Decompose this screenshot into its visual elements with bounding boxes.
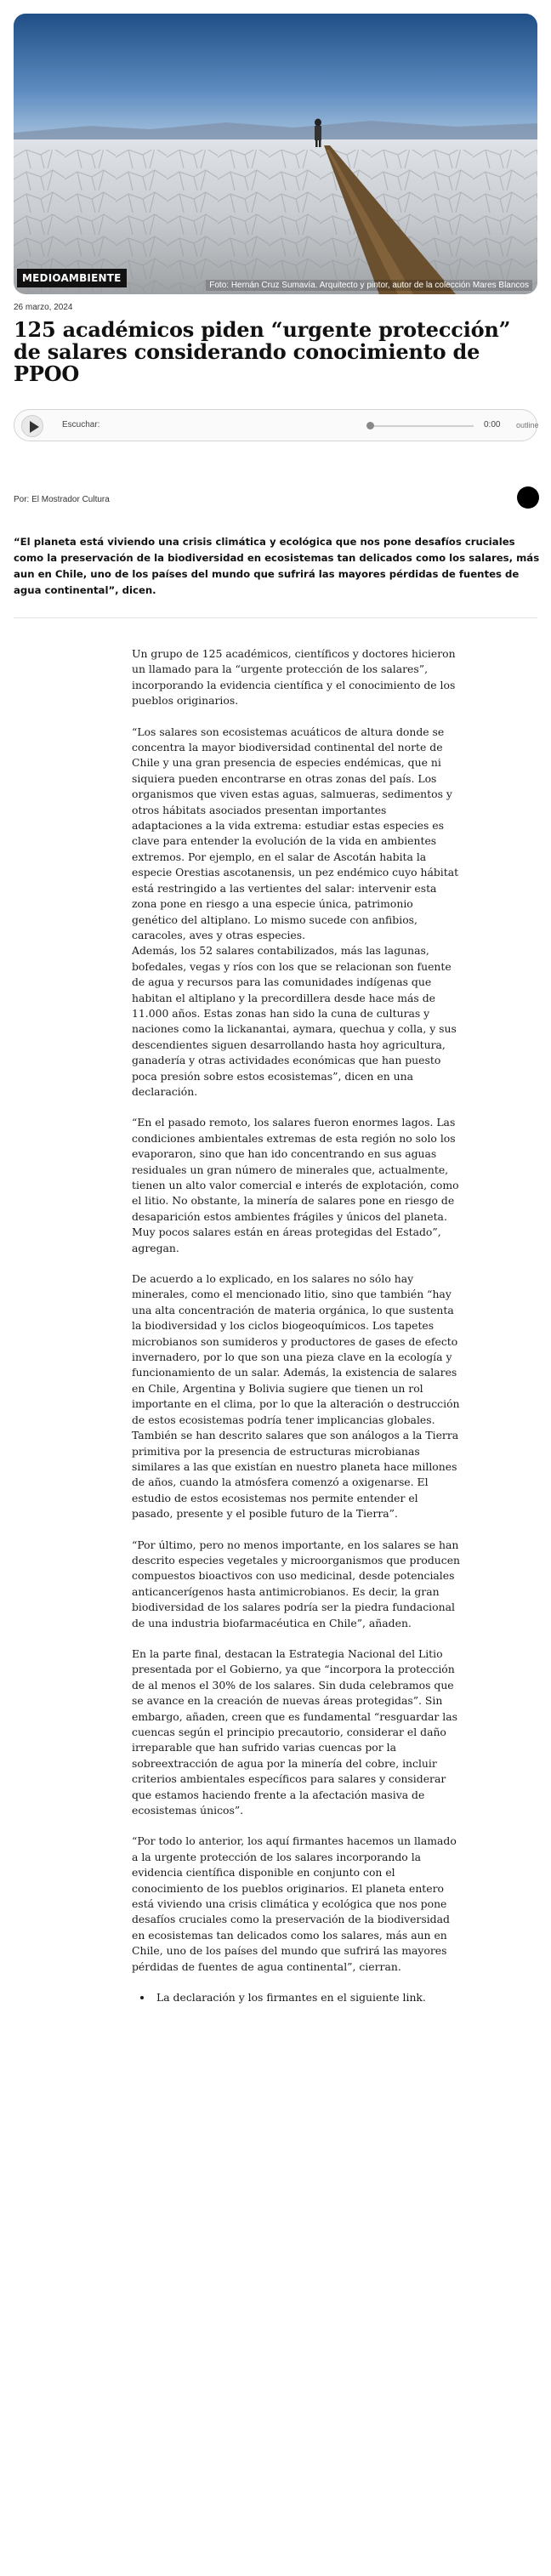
- voice-selector[interactable]: outline: [516, 421, 539, 429]
- category-badge[interactable]: MEDIOAMBIENTE: [17, 269, 127, 287]
- link-list: [153, 1990, 460, 2005]
- salt-flat-photo: [14, 14, 537, 294]
- photo-credit: Foto: Hernán Cruz Sumavía. Arquitecto y pintor, autor de la colección Mares Blancos: [206, 280, 532, 291]
- article-body: [132, 646, 460, 2006]
- seek-knob[interactable]: [366, 422, 374, 429]
- article-author[interactable]: Por: El Mostrador Cultura: [14, 495, 110, 504]
- article-lead: “El planeta está viviendo una crisis climática y ecológica que nos pone desafíos cruciales como la preservación de la biodiversidad en ecosistemas tan delicados como los salares, más aun en Chile, uno de los países del mundo que sufrirá las mayores pérdidas de fuentes de agua continental”, dicen.: [14, 536, 540, 596]
- body-paragraph: “Por todo lo anterior, los aquí firmantes hacemos un llamado a la urgente protección de los salares incorporando la evidencia científica disponible en conjunto con el conocimiento de los pueblos originarios. El planeta entero está viviendo una crisis climática y ecológica que nos pone desafíos cruciales como la preservación de la biodiversidad en ecosistemas tan delicados como los salares, más aun en Chile, uno de los países del mundo que sufrirá las mayores pérdidas de fuentes de agua continental”, cierran.: [132, 1834, 457, 1973]
- list-item[interactable]: • La declaración y los firmantes en el siguiente link.: [153, 1990, 460, 2005]
- body-paragraph: “Los salares son ecosistemas acuáticos de altura donde se concentra la mayor biodiversidad continental del norte de Chile y una gran presencia de especies endémicas, que ni siquiera pueden encontrarse en otras zonas del país. Los organismos que viven estas aguas, salmueras, sedimentos y otros hábitats asociados presentan importantes adaptaciones a la vida extrema: estudiar estas especies es clave para entender la evolución de la vida en ambientes extremos. Por ejemplo, en el salar de Ascotán habita la especie Orestias ascotanensis, un pez endémico cuyo hábitat está restringido a las vertientes del salar: intervenir esta zona pone en riesgo a una especie única, patrimonio genético del altiplano. Lo mismo sucede con anfibios, caracoles, aves y otras especies.: [132, 725, 459, 941]
- article-title: 125 académicos piden “urgente protección” de salares considerando conocimiento de PPOO: [14, 317, 511, 386]
- body-paragraph: De acuerdo a lo explicado, en los salares no sólo hay minerales, como el mencionado litio, sino que también “hay una alta concentración de materia orgánica, lo que sustenta la biodiversidad y los ciclos biogeoquímicos. Los tapetes microbianos son sumideros y productores de gases de efecto invernadero, por lo que son una pieza clave en la ecología y funcionamiento de un salar. Además, la existencia de salares en Chile, Argentina y Bolivia sugiere que tienen un rol importante en el clima, por lo que la alteración o destrucción de estos ecosistemas podría tener implicancias globales. También se han descrito salares que son análogos a la Tierra primitiva por la presencia de estructuras microbianas similares a las que existían en nuestro planeta hace millones de años, cuando la atmósfera comenzó a oxigenarse. El estudio de estos ecosistemas nos permite entender el pasado, presente y el posible futuro de la Tierra”.: [132, 1272, 460, 1521]
- listen-label: Escuchar:: [62, 420, 100, 429]
- body-paragraph: Un grupo de 125 académicos, científicos y doctores hicieron un llamado para la “urgente protección de los salares”, incorporando la evidencia científica y el conocimiento de los pueblos originarios.: [132, 647, 456, 708]
- divider: [14, 617, 537, 618]
- share-button[interactable]: [517, 486, 539, 509]
- body-paragraph: Además, los 52 salares contabilizados, más las lagunas, bofedales, vegas y ríos con los que se relacionan son fuente de agua y recursos para las comunidades indígenas que habitan el altiplano y la precordillera desde hace más de 11.000 años. Estas zonas han sido la cuna de culturas y naciones como la lickanantai, aymara, quechua y colla, y sus descendientes siguen desarrollando hasta hoy agricultura, ganadería y otras actividades económicas que han puesto poca presión sobre estos ecosistemas”, dicen en una declaración.: [132, 944, 457, 1098]
- body-paragraph: “Por último, pero no menos importante, en los salares se han descrito especies vegetales y microorganismos que producen compuestos bioactivos con uso medicinal, desde potenciales anticancerígenos hasta antimicrobianos. Es decir, la gran biodiversidad de los salares podría ser la piedra fundacional de una industria biofarmacéutica en Chile”, añaden.: [132, 1538, 461, 1629]
- playback-time: 0:00: [484, 420, 501, 429]
- seek-bar[interactable]: [372, 425, 474, 427]
- article-date: 26 marzo, 2024: [14, 303, 73, 312]
- hero-image: [14, 14, 537, 294]
- body-paragraph: En la parte final, destacan la Estrategia Nacional del Litio presentada por el Gobierno, ya que “incorpora la protección de al menos el 30% de los salares. Sin duda celebramos que se avance en la creación de nuevas áreas protegidas”. Sin embargo, añaden, creen que es fundamental “resguardar las cuencas según el principio precautorio, considerar el daño irreparable que han sufrido varias cuencas por la sobreextracción de agua por la minería del cobre, incluir criterios ambientales específicos para salares y considerar que estamos haciendo frente a la afectación masiva de ecosistemas únicos”.: [132, 1646, 457, 1817]
- body-paragraph: “En el pasado remoto, los salares fueron enormes lagos. Las condiciones ambientales extremas de esta región no solo los evaporaron, sino que han ido concentrando en sus aguas residuales un gran número de minerales que, actualmente, tienen un alto valor comercial e interés de explotación, como el litio. No obstante, la minería de salares pone en riesgo de desaparición estos ambientes frágiles y únicos del planeta. Muy pocos salares están en áreas protegidas del Estado”, agregan.: [132, 1116, 459, 1254]
- play-icon[interactable]: [21, 415, 43, 437]
- audio-player: [14, 409, 537, 441]
